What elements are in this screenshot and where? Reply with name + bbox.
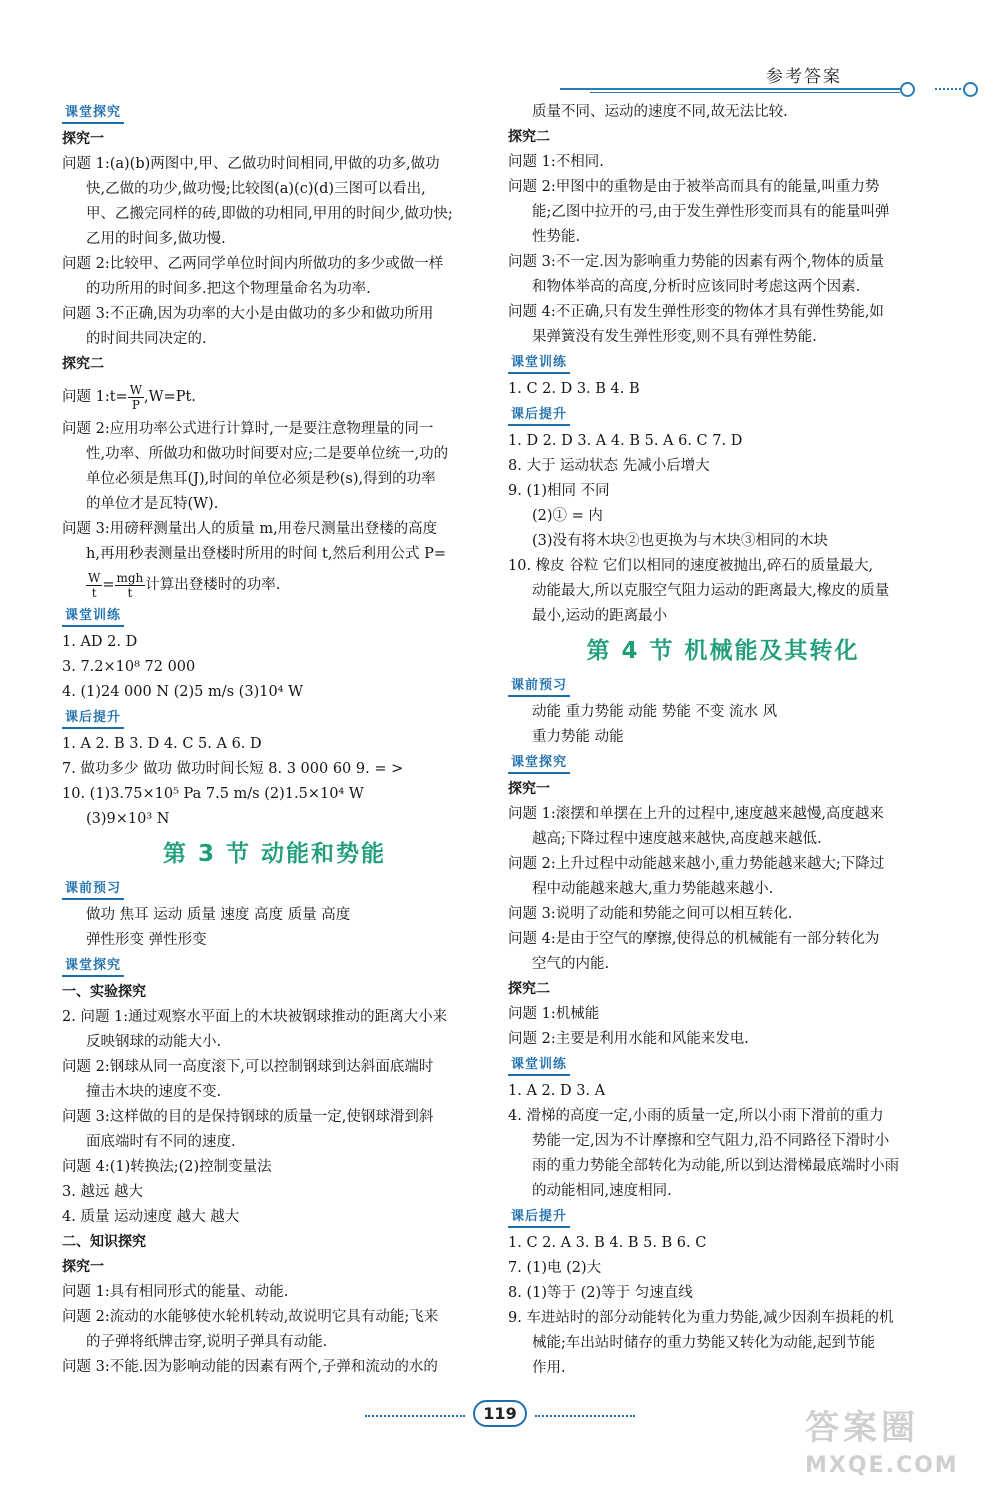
header-rule-thin: [590, 92, 900, 93]
fraction: [115, 571, 146, 600]
section-badge-row: [508, 673, 938, 700]
page-number-dots-right: [535, 1415, 635, 1419]
page-number: [470, 1400, 530, 1427]
page-number-label: 119: [473, 1400, 526, 1427]
answer-line: 撞击木块的速度不变.: [86, 1084, 222, 1100]
answer-line: 性,功率、所做功和做功时间要对应;二是要单位统一,功的: [86, 446, 449, 462]
answer-line: 单位必须是焦耳(J),时间的单位必须是秒(s),得到的功率: [86, 471, 436, 487]
answer-line: 问题 4:不正确,只有发生弹性形变的物体才具有弹性势能,如: [508, 304, 884, 320]
section-badge-row: [508, 750, 938, 777]
answer-line: 的单位才是瓦特(W).: [86, 496, 219, 512]
answer-line: 7. 做功多少 做功 做功时间长短 8. 3 000 60 9. = >: [62, 761, 404, 777]
answer-line: 作用.: [532, 1360, 566, 1376]
answer-line: (2)① = 内: [532, 508, 603, 524]
answer-line: 问题 2:钢球从同一高度滚下,可以控制钢球到达斜面底端时: [62, 1059, 434, 1075]
subheading: 探究二: [508, 129, 550, 145]
answer-line: 越高;下降过程中速度越来越快,高度越来越低.: [532, 831, 822, 847]
answer-line: 问题 2:上升过程中动能越来越小,重力势能越来越大;下降过: [508, 856, 885, 872]
answer-line: 10. (1)3.75×10⁵ Pa 7.5 m/s (2)1.5×10⁴ W: [62, 786, 364, 802]
answer-line: 1. C 2. D 3. B 4. B: [508, 381, 640, 397]
answer-line: 问题 1:不相同.: [508, 154, 604, 170]
section-badge-row: [62, 603, 487, 630]
section-badge: 课堂探究: [62, 957, 124, 977]
fraction-denominator: t: [91, 585, 97, 600]
subheading: 探究二: [508, 981, 550, 997]
answer-line: 质量不同、运动的速度不同,故无法比较.: [532, 104, 788, 120]
formula-equals: =: [102, 577, 115, 593]
header-ornament-dots: [935, 88, 965, 92]
header-title: 参考答案: [766, 67, 842, 87]
section-badge: 课堂训练: [508, 354, 570, 374]
subheading: 探究一: [62, 131, 104, 147]
answer-line: 甲、乙搬完同样的砖,即做的功相同,甲用的时间少,做功快;: [86, 206, 453, 222]
section-badge: 课堂训练: [508, 1056, 570, 1076]
section-badge-row: [508, 402, 938, 429]
answer-line: 问题 3:不能.因为影响动能的因素有两个,子弹和流动的水的: [62, 1359, 438, 1375]
subheading: 探究二: [62, 356, 104, 372]
right-column: [508, 100, 938, 1381]
header-rule: [560, 88, 905, 90]
answer-line: 问题 3:说明了动能和势能之间可以相互转化.: [508, 906, 793, 922]
answer-line: 做功 焦耳 运动 质量 速度 高度 质量 高度: [86, 907, 351, 923]
answer-line: 问题 2:甲图中的重物是由于被举高而具有的能量,叫重力势: [508, 179, 880, 195]
answer-line: 能;乙图中拉开的弓,由于发生弹性形变而具有的能量叫弹: [532, 204, 890, 220]
answer-line: 1. C 2. A 3. B 4. B 5. B 6. C: [508, 1235, 707, 1251]
answer-line: 动能最大,所以克服空气阻力运动的距离最大,橡皮的质量: [532, 583, 890, 599]
section-badge: 课后提升: [62, 709, 124, 729]
fraction-numerator: W: [88, 570, 101, 585]
answer-line: 乙用的时间多,做功慢.: [86, 231, 226, 247]
formula-text: ,W=Pt.: [144, 389, 196, 405]
answer-line: 面底端时有不同的速度.: [86, 1134, 236, 1150]
answer-line: 问题 3:不一定.因为影响重力势能的因素有两个,物体的质量: [508, 254, 884, 270]
page-header: [560, 58, 980, 106]
header-ornament-circle-end: [963, 82, 978, 97]
fraction: [86, 571, 102, 600]
section-badge-row: [508, 1204, 938, 1231]
answer-line: 雨的重力势能全部转化为动能,所以到达滑梯最底端时小雨: [532, 1158, 900, 1174]
answer-line: 1. AD 2. D: [62, 634, 138, 650]
section-badge: 课后提升: [508, 406, 570, 426]
subheading: 探究一: [508, 781, 550, 797]
answer-line: 1. D 2. D 3. A 4. B 5. A 6. C 7. D: [508, 433, 743, 449]
section-badge: 课前预习: [62, 880, 124, 900]
answer-line: (3)9×10³ N: [86, 811, 170, 827]
formula-text: 问题 1:t=: [62, 389, 128, 405]
fraction-numerator: W: [129, 382, 143, 397]
answer-line: 的动能相同,速度相同.: [532, 1183, 672, 1199]
answer-line: 问题 1:具有相同形式的能量、动能.: [62, 1284, 289, 1300]
answer-line: 重力势能 动能: [532, 729, 624, 745]
answer-line: 的时间共同决定的.: [86, 331, 207, 347]
answer-line: 4. 滑梯的高度一定,小雨的质量一定,所以小雨下滑前的重力: [508, 1108, 884, 1124]
answer-line: 问题 1:滚摆和单摆在上升的过程中,速度越来越慢,高度越来: [508, 806, 884, 822]
answer-line: 动能 重力势能 动能 势能 不变 流水 风: [532, 704, 778, 720]
answer-line: 8. 大于 运动状态 先减小后增大: [508, 458, 710, 474]
subheading: 二、知识探究: [62, 1234, 146, 1250]
answer-line: 问题 1:机械能: [508, 1006, 600, 1022]
answer-line: (3)没有将木块②也更换为与木块③相同的木块: [532, 533, 829, 549]
answer-line: 问题 3:用磅秤测量出人的质量 m,用卷尺测量出登楼的高度: [62, 521, 438, 537]
page-number-dots-left: [365, 1415, 465, 1419]
section-badge: 课后提升: [508, 1208, 570, 1228]
answer-line: 的功所用的时间多.把这个物理量命名为功率.: [86, 281, 371, 297]
section-badge: 课堂探究: [62, 104, 124, 124]
answer-line: 和物体举高的高度,分析时应该同时考虑这两个因素.: [532, 279, 861, 295]
answer-line: 4. 质量 运动速度 越大 越大: [62, 1209, 240, 1225]
fraction-denominator: t: [127, 585, 133, 600]
answer-line: 7. (1)电 (2)大: [508, 1260, 602, 1276]
formula-text: 计算出登楼时的功率.: [145, 577, 281, 593]
answer-line: 3. 7.2×10⁸ 72 000: [62, 659, 196, 675]
answer-line: 的子弹将纸牌击穿,说明子弹具有动能.: [86, 1334, 328, 1350]
formula-line: [62, 377, 487, 417]
watermark-line2: MXQE.COM: [805, 1453, 959, 1478]
section-badge-row: [62, 953, 487, 980]
subheading: 探究一: [62, 1259, 104, 1275]
answer-line: 问题 4:(1)转换法;(2)控制变量法: [62, 1159, 272, 1175]
watermark-line1: 答案圈: [805, 1408, 919, 1448]
answer-line: 快,乙做的功少,做功慢;比较图(a)(c)(d)三图可以看出,: [86, 181, 426, 197]
section-badge-row: [508, 350, 938, 377]
answer-line: 问题 2:比较甲、乙两同学单位时间内所做功的多少或做一样: [62, 256, 444, 272]
left-column: [62, 100, 487, 1380]
fraction-numerator: mgh: [116, 570, 144, 585]
answer-line: 问题 2:流动的水能够使水轮机转动,故说明它具有动能;飞来: [62, 1309, 439, 1325]
fraction-denominator: P: [131, 397, 140, 412]
answer-line: 问题 3:不正确,因为功率的大小是由做功的多少和做功所用: [62, 306, 434, 322]
answer-line: 问题 2:应用功率公式进行计算时,一是要注意物理量的同一: [62, 421, 434, 437]
answer-line: 程中动能越来越大,重力势能越来越小.: [532, 881, 774, 897]
answer-line: 10. 橡皮 谷粒 它们以相同的速度被抛出,碎石的质量最大,: [508, 558, 874, 574]
answer-line: 问题 2:主要是利用水能和风能来发电.: [508, 1031, 749, 1047]
answer-line: 果弹簧没有发生弹性形变,则不具有弹性势能.: [532, 329, 817, 345]
section-title: 第 4 节 机械能及其转化: [586, 638, 860, 664]
section-badge-row: [508, 1052, 938, 1079]
answer-line: 最小,运动的距离最小: [532, 608, 668, 624]
section-badge: 课堂训练: [62, 607, 124, 627]
answer-line: 反映钢球的动能大小.: [86, 1034, 222, 1050]
answer-line: h,再用秒表测量出登楼时所用的时间 t,然后利用公式 P=: [86, 546, 447, 562]
answer-line: 2. 问题 1:通过观察水平面上的木块被钢球推动的距离大小来: [62, 1009, 448, 1025]
answer-line: 问题 3:这样做的目的是保持钢球的质量一定,使钢球滑到斜: [62, 1109, 434, 1125]
answer-line: 9. (1)相同 不同: [508, 483, 610, 499]
fraction: [128, 383, 144, 412]
answer-line: 8. (1)等于 (2)等于 匀速直线: [508, 1285, 693, 1301]
answer-line: 弹性形变 弹性形变: [86, 932, 207, 948]
formula-line: [62, 567, 487, 603]
header-ornament-circle: [900, 82, 915, 97]
answer-line: 械能;车出站时储存的重力势能又转化为动能,起到节能: [532, 1335, 875, 1351]
subheading: 一、实验探究: [62, 984, 146, 1000]
answer-line: 1. A 2. B 3. D 4. C 5. A 6. D: [62, 736, 262, 752]
answer-line: 4. (1)24 000 N (2)5 m/s (3)10⁴ W: [62, 684, 303, 700]
answer-line: 问题 4:是由于空气的摩擦,使得总的机械能有一部分转化为: [508, 931, 880, 947]
section-badge-row: [62, 100, 487, 127]
answer-line: 空气的内能.: [532, 956, 610, 972]
section-title: 第 3 节 动能和势能: [162, 841, 387, 867]
section-badge: 课堂探究: [508, 754, 570, 774]
section-badge-row: [62, 876, 487, 903]
answer-line: 3. 越远 越大: [62, 1184, 144, 1200]
section-badge-row: [62, 705, 487, 732]
answer-line: 9. 车进站时的部分动能转化为重力势能,减少因刹车损耗的机: [508, 1310, 894, 1326]
answer-line: 1. A 2. D 3. A: [508, 1083, 606, 1099]
section-badge: 课前预习: [508, 677, 570, 697]
answer-line: 势能一定,因为不计摩擦和空气阻力,沿不同路径下滑时小: [532, 1133, 890, 1149]
watermark-logo: [805, 1400, 995, 1480]
answer-line: 性势能.: [532, 229, 581, 245]
answer-line: 问题 1:(a)(b)两图中,甲、乙做功时间相同,甲做的功多,做功: [62, 156, 440, 172]
